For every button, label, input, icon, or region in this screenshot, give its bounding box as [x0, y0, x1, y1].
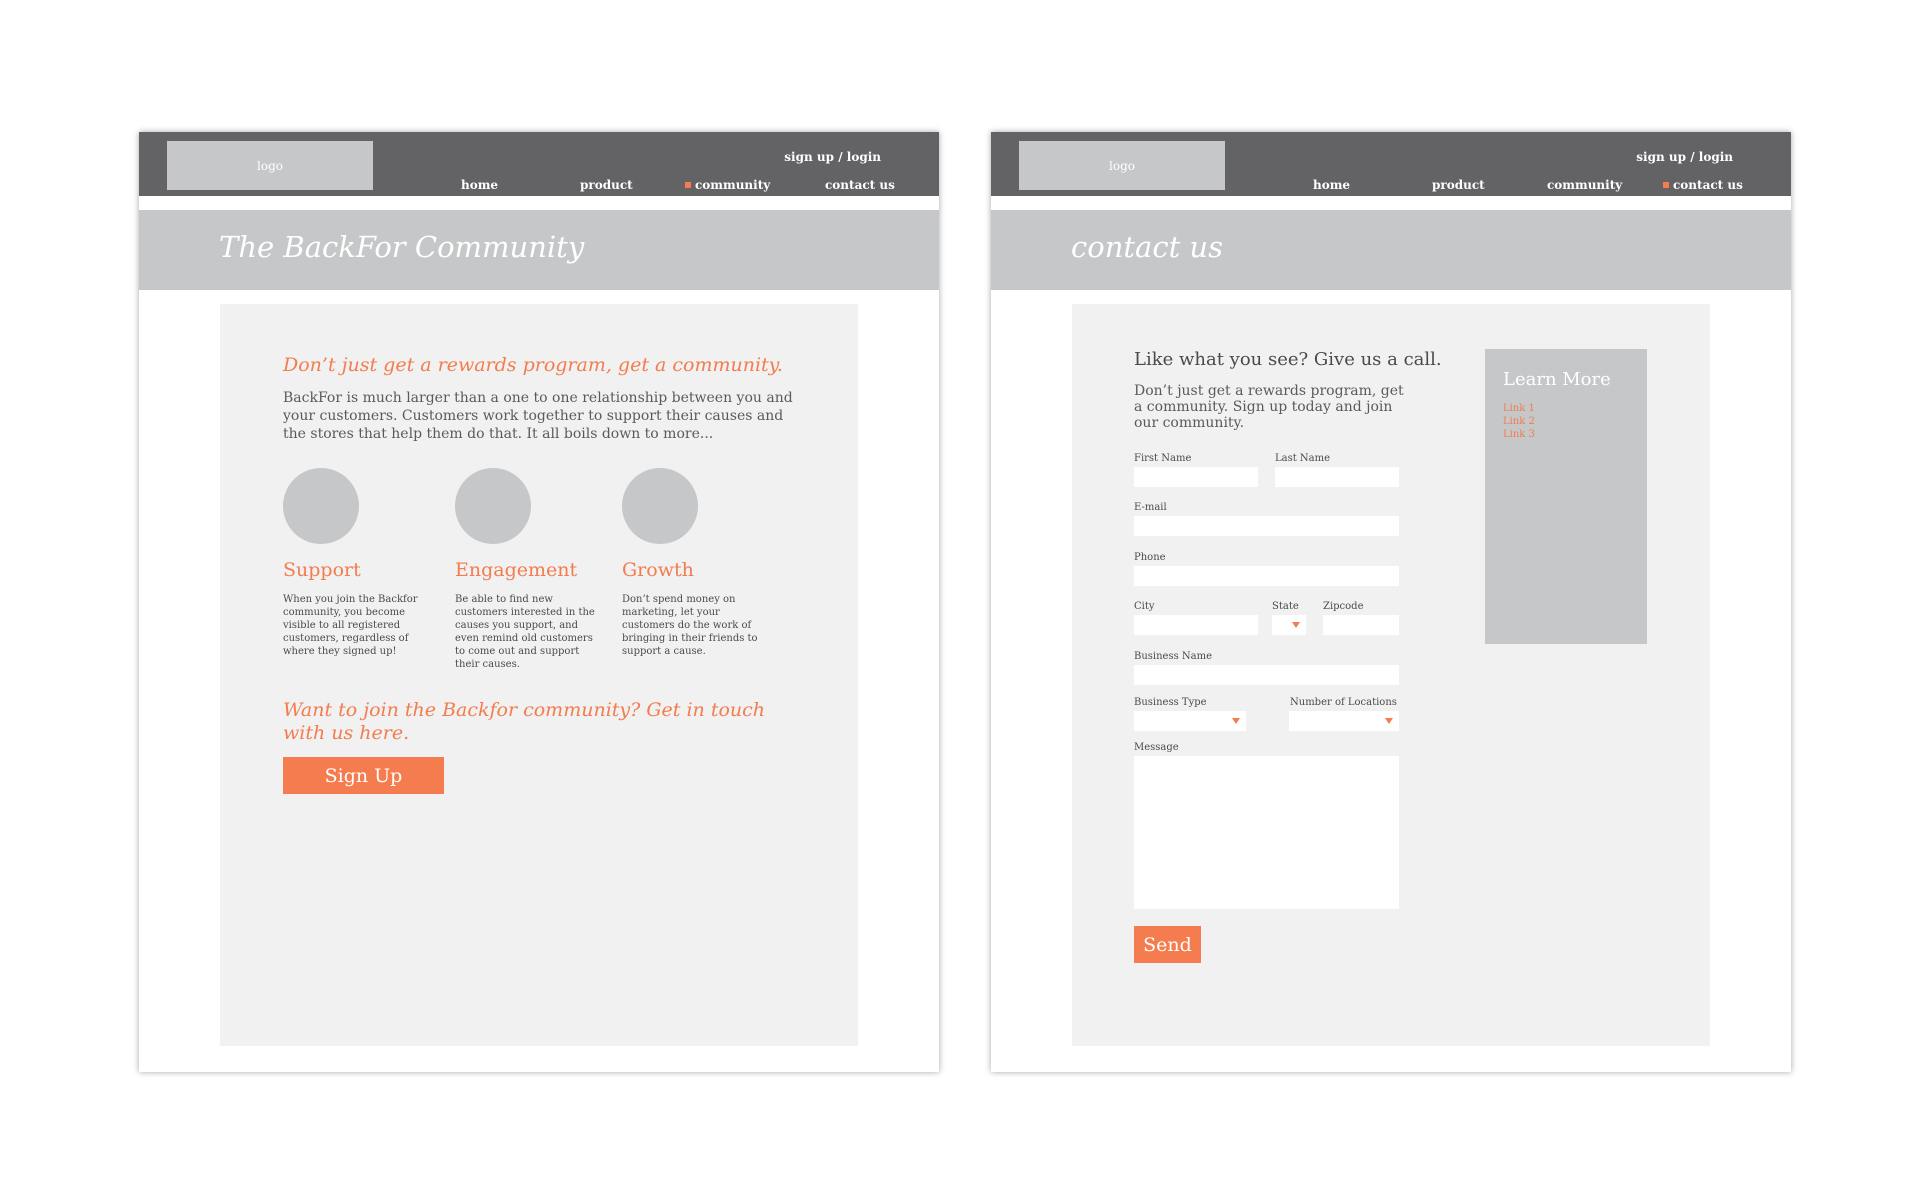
last-name-field[interactable]	[1275, 467, 1399, 487]
contact-heading: Like what you see? Give us a call.	[1134, 349, 1442, 370]
title-banner	[139, 210, 939, 290]
nav-home-label: home	[1313, 178, 1351, 192]
title-banner	[991, 210, 1791, 290]
page-title: contact us	[1071, 230, 1223, 264]
business-type-select[interactable]	[1134, 711, 1246, 731]
business-name-label: Business Name	[1134, 651, 1213, 662]
cta-text: Want to join the Backfor community? Get in touch with us here.	[283, 699, 766, 744]
top-nav-bar	[991, 132, 1791, 196]
state-label: State	[1272, 601, 1299, 612]
number-of-locations-label: Number of Locations	[1290, 697, 1397, 708]
nav-product-label: product	[1432, 178, 1485, 192]
contact-subtext: Don’t just get a rewards program, get a community. Sign up today and join our community.	[1134, 383, 1404, 431]
nav-community[interactable]	[685, 178, 770, 192]
growth-description: Don’t spend money on marketing, let your customers do the work of bringing in their friends to support a cause.	[622, 594, 758, 657]
nav-home-label: home	[461, 178, 499, 192]
zipcode-label: Zipcode	[1323, 601, 1364, 612]
growth-title: Growth	[622, 559, 694, 581]
engagement-image-placeholder	[455, 468, 531, 544]
headline: Don’t just get a rewards program, get a community.	[283, 354, 783, 376]
learn-more-link-3[interactable]: Link 3	[1503, 429, 1535, 440]
support-title: Support	[283, 559, 361, 581]
page-title: The BackFor Community	[219, 230, 585, 264]
nav-contact-us[interactable]	[1663, 178, 1743, 192]
sign-up-button[interactable]: Sign Up	[283, 757, 444, 794]
active-marker-icon	[685, 182, 691, 188]
business-type-label: Business Type	[1134, 697, 1207, 708]
send-button[interactable]: Send	[1134, 926, 1201, 963]
nav-home[interactable]	[1313, 178, 1350, 192]
email-field[interactable]	[1134, 516, 1399, 536]
zipcode-field[interactable]	[1323, 615, 1399, 635]
phone-field[interactable]	[1134, 566, 1399, 586]
growth-image-placeholder	[622, 468, 698, 544]
phone-label: Phone	[1134, 552, 1166, 563]
content-area	[1072, 304, 1710, 1046]
support-description: When you join the Backfor community, you become visible to all registered customers, regardless of where they signed up!	[283, 594, 418, 657]
support-image-placeholder	[283, 468, 359, 544]
learn-more-link-2[interactable]: Link 2	[1503, 416, 1535, 427]
last-name-label: Last Name	[1275, 453, 1331, 464]
nav-community-label: community	[695, 178, 771, 192]
contact-page-mockup	[991, 132, 1791, 1072]
top-nav-bar	[139, 132, 939, 196]
business-name-field[interactable]	[1134, 665, 1399, 685]
learn-more-title: Learn More	[1503, 369, 1611, 390]
content-area	[220, 304, 858, 1046]
signup-login-link[interactable]: sign up / login	[1636, 150, 1733, 164]
dropdown-arrow-icon	[1232, 718, 1240, 724]
community-page-mockup	[139, 132, 939, 1072]
message-label: Message	[1134, 742, 1179, 753]
logo-placeholder[interactable]: logo	[1019, 141, 1225, 190]
nav-contact-us-label: contact us	[825, 178, 895, 192]
nav-contact-us-label: contact us	[1673, 178, 1743, 192]
nav-community[interactable]	[1547, 178, 1622, 192]
signup-login-link[interactable]: sign up / login	[784, 150, 881, 164]
nav-product[interactable]	[580, 178, 633, 192]
state-select[interactable]	[1272, 615, 1306, 635]
first-name-label: First Name	[1134, 453, 1192, 464]
engagement-description: Be able to find new customers interested in the causes you support, and even remind old customers to come out and support their causes.	[455, 594, 595, 670]
logo-placeholder[interactable]: logo	[167, 141, 373, 190]
dropdown-arrow-icon	[1292, 622, 1300, 628]
number-of-locations-select[interactable]	[1289, 711, 1399, 731]
email-label: E-mail	[1134, 502, 1167, 513]
engagement-title: Engagement	[455, 559, 578, 581]
message-textarea[interactable]	[1134, 756, 1399, 909]
nav-contact-us[interactable]	[825, 178, 895, 192]
nav-product-label: product	[580, 178, 633, 192]
nav-product[interactable]	[1432, 178, 1485, 192]
intro-paragraph: BackFor is much larger than a one to one relationship between you and your customers. Customers work together to support their causes and the stores that help them do that. It all boils down to more...	[283, 390, 793, 442]
city-label: City	[1134, 601, 1155, 612]
learn-more-link-1[interactable]: Link 1	[1503, 403, 1535, 414]
nav-community-label: community	[1547, 178, 1623, 192]
nav-home[interactable]	[461, 178, 498, 192]
learn-more-sidebar	[1485, 349, 1647, 644]
first-name-field[interactable]	[1134, 467, 1258, 487]
dropdown-arrow-icon	[1385, 718, 1393, 724]
city-field[interactable]	[1134, 615, 1258, 635]
active-marker-icon	[1663, 182, 1669, 188]
